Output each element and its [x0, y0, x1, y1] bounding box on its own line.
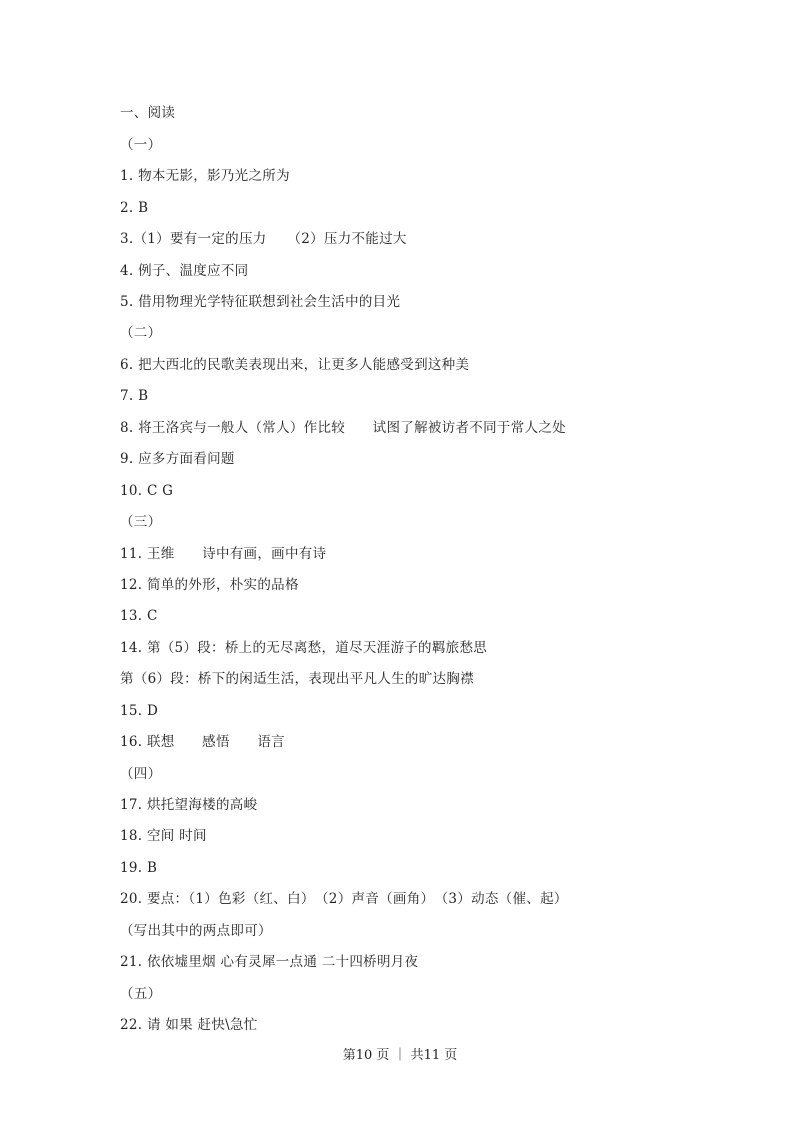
answer-line: 6. 把大西北的民歌美表现出来，让更多人能感受到这种美	[120, 357, 470, 373]
subsection-3-heading: （三）	[120, 514, 162, 530]
answer-line: 9. 应多方面看问题	[120, 451, 235, 467]
answer-line: 12. 简单的外形，朴实的品格	[120, 577, 299, 593]
answer-line: 3.（1）要有一定的压力 （2）压力不能过大	[120, 231, 407, 247]
answer-line: 1. 物本无影，影乃光之所为	[120, 168, 290, 184]
answer-line: 14. 第（5）段：桥上的无尽离愁，道尽天涯游子的羁旅愁思	[120, 640, 488, 656]
answer-line: 13. C	[120, 608, 158, 624]
answer-line: 19. B	[120, 860, 158, 876]
answer-line: 2. B	[120, 200, 149, 216]
answer-line: 21. 依依墟里烟 心有灵犀一点通 二十四桥明月夜	[120, 954, 419, 970]
answer-line: 7. B	[120, 388, 149, 404]
answer-line: 8. 将王洛宾与一般人（常人）作比较 试图了解被访者不同于常人之处	[120, 420, 566, 436]
page-number-footer: 第10 页 ｜ 共11 页	[342, 1048, 458, 1063]
answer-line: 16. 联想 感悟 语言	[120, 734, 285, 750]
answer-line: 11. 王维 诗中有画，画中有诗	[120, 546, 327, 562]
subsection-4-heading: （四）	[120, 766, 162, 782]
answer-line: 15. D	[120, 703, 159, 719]
answer-line: 第（6）段：桥下的闲适生活，表现出平凡人生的旷达胸襟	[120, 671, 474, 687]
answer-line: 4. 例子、温度应不同	[120, 263, 249, 279]
answer-line: 18. 空间 时间	[120, 828, 207, 844]
answer-line: 17. 烘托望海楼的高峻	[120, 797, 258, 813]
answer-note: （写出其中的两点即可）	[120, 923, 272, 939]
answer-line: 5. 借用物理光学特征联想到社会生活中的目光	[120, 294, 401, 310]
answer-line: 20. 要点：（1）色彩（红、白） （2）声音（画角） （3）动态（催、起）	[120, 891, 568, 907]
answer-line: 22. 请 如果 赶快\急忙	[120, 1017, 258, 1033]
section-heading-reading: 一、阅读	[120, 105, 176, 121]
subsection-2-heading: （二）	[120, 325, 162, 341]
subsection-5-heading: （五）	[120, 986, 162, 1002]
answer-line: 10. C G	[120, 483, 174, 499]
subsection-1-heading: （一）	[120, 137, 162, 153]
